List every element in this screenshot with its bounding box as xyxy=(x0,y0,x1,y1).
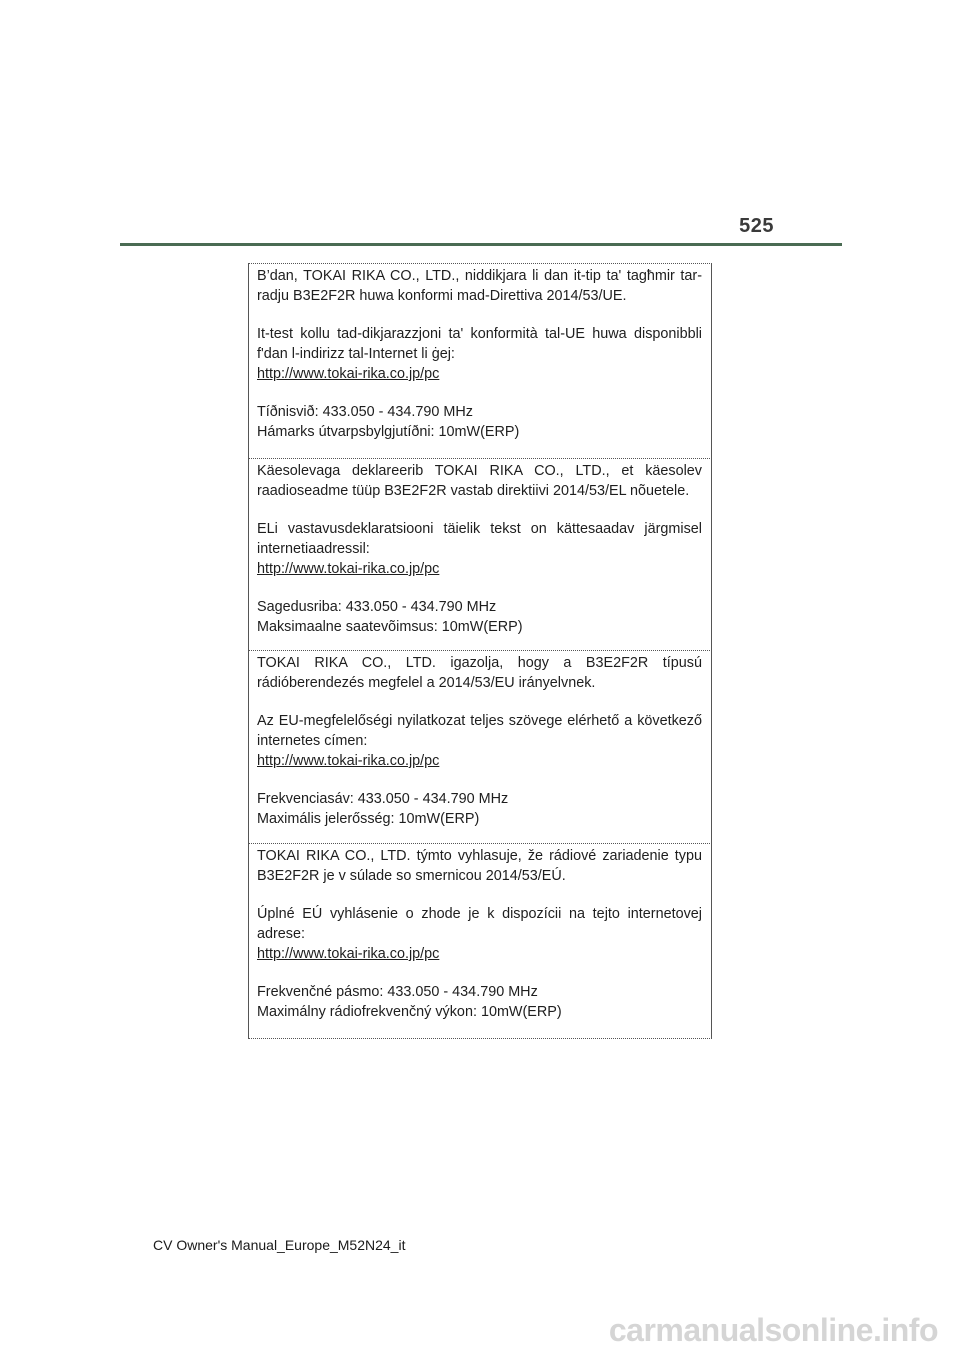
declaration-url-link[interactable]: http://www.tokai-rika.co.jp/pc xyxy=(257,561,440,577)
declaration-section-hungarian xyxy=(249,653,710,829)
declaration-text: B’dan, TOKAI RIKA CO., LTD., niddikjara li dan it-tip ta' tagħmir tar-radju B3E2F2R huwa konformi mad-Direttiva 2014/53/UE. xyxy=(257,268,702,304)
declaration-section-estonian xyxy=(249,461,710,637)
frequency-text: Frekvenčné pásmo: 433.050 - 434.790 MHz xyxy=(257,984,538,1000)
site-watermark: carmanualsonline.info xyxy=(608,1312,938,1348)
section-divider xyxy=(249,650,710,651)
declaration-text: Käesolevaga deklareerib TOKAI RIKA CO., LTD., et käesolev raadioseadme tüüp B3E2F2R vastab direktiivi 2014/53/EL nõuetele. xyxy=(257,463,702,499)
notice-text: Az EU-megfelelőségi nyilatkozat teljes szövege elérhető a következő internetes címen: xyxy=(257,713,702,749)
power-text: Maximálny rádiofrekvenčný výkon: 10mW(ERP) xyxy=(257,1004,562,1020)
notice-text: ELi vastavusdeklaratsiooni täielik tekst on kättesaadav järgmisel internetiaadressil: xyxy=(257,521,702,557)
declaration-text: TOKAI RIKA CO., LTD. igazolja, hogy a B3E2F2R típusú rádióberendezés megfelel a 2014/53/EU irányelvnek. xyxy=(257,655,702,691)
frequency-text: Frekvenciasáv: 433.050 - 434.790 MHz xyxy=(257,791,509,807)
power-text: Maximális jelerősség: 10mW(ERP) xyxy=(257,811,480,827)
declaration-text: TOKAI RIKA CO., LTD. týmto vyhlasuje, že rádiové zariadenie typu B3E2F2R je v súlade so smernicou 2014/53/EÚ. xyxy=(257,848,702,884)
header-rule xyxy=(120,243,842,246)
power-text: Hámarks útvarpsbylgjutíðni: 10mW(ERP) xyxy=(257,424,520,440)
notice-text: Úplné EÚ vyhlásenie o zhode je k dispozícii na tejto internetovej adrese: xyxy=(257,906,702,942)
declaration-section-maltese xyxy=(249,266,710,442)
section-divider xyxy=(249,843,710,844)
section-divider xyxy=(249,458,710,459)
manual-footer: CV Owner's Manual_Europe_M52N24_it xyxy=(153,1237,406,1253)
declaration-url-link[interactable]: http://www.tokai-rika.co.jp/pc xyxy=(257,366,440,382)
power-text: Maksimaalne saatevõimsus: 10mW(ERP) xyxy=(257,619,523,635)
notice-text: It-test kollu tad-dikjarazzjoni ta' konformità tal-UE huwa disponibbli f'dan l-indirizz tal-Internet li ġej: xyxy=(257,326,702,362)
page-number: 525 xyxy=(739,215,774,237)
frequency-text: Tíðnisvið: 433.050 - 434.790 MHz xyxy=(257,404,473,420)
declaration-url-link[interactable]: http://www.tokai-rika.co.jp/pc xyxy=(257,753,440,769)
declaration-url-link[interactable]: http://www.tokai-rika.co.jp/pc xyxy=(257,946,440,962)
frequency-text: Sagedusriba: 433.050 - 434.790 MHz xyxy=(257,599,497,615)
declaration-section-slovak xyxy=(249,846,710,1022)
